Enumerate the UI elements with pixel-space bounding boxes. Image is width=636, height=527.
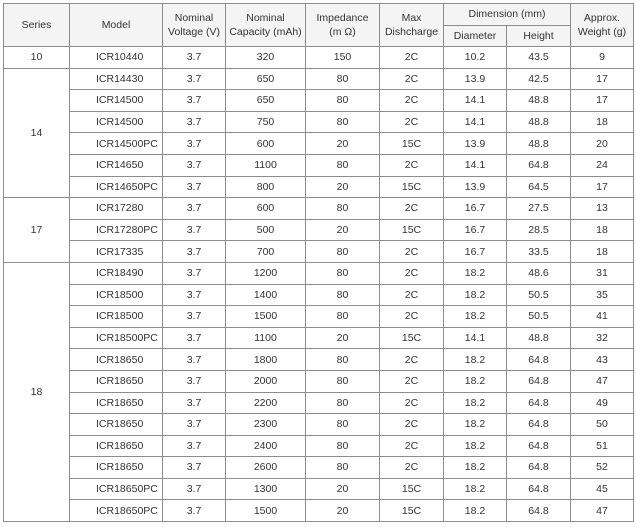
discharge-cell: 15C [380, 219, 444, 241]
model-cell: ICR14500 [70, 90, 163, 112]
impedance-cell: 80 [306, 370, 380, 392]
discharge-cell: 15C [380, 500, 444, 522]
discharge-cell: 2C [380, 198, 444, 220]
impedance-cell: 80 [306, 284, 380, 306]
discharge-cell: 2C [380, 306, 444, 328]
model-cell: ICR18500PC [70, 327, 163, 349]
header-model: Model [70, 4, 163, 47]
impedance-cell: 20 [306, 327, 380, 349]
voltage-cell: 3.7 [163, 478, 226, 500]
voltage-cell: 3.7 [163, 306, 226, 328]
weight-cell: 18 [571, 219, 634, 241]
capacity-cell: 1500 [226, 500, 306, 522]
table-row [4, 90, 634, 112]
header-series: Series [4, 4, 70, 47]
diameter-cell: 18.2 [444, 306, 507, 328]
voltage-cell: 3.7 [163, 284, 226, 306]
series-cell: 17 [4, 198, 70, 263]
weight-cell: 20 [571, 133, 634, 155]
impedance-cell: 150 [306, 47, 380, 69]
table-row [4, 241, 634, 263]
model-cell: ICR18650 [70, 392, 163, 414]
discharge-cell: 2C [380, 435, 444, 457]
impedance-cell: 80 [306, 198, 380, 220]
height-cell: 64.8 [507, 392, 571, 414]
weight-cell: 41 [571, 306, 634, 328]
discharge-cell: 2C [380, 47, 444, 69]
impedance-cell: 80 [306, 457, 380, 479]
model-cell: ICR18650PC [70, 478, 163, 500]
height-cell: 64.8 [507, 500, 571, 522]
voltage-cell: 3.7 [163, 176, 226, 198]
diameter-cell: 14.1 [444, 90, 507, 112]
voltage-cell: 3.7 [163, 370, 226, 392]
discharge-cell: 2C [380, 370, 444, 392]
impedance-cell: 80 [306, 241, 380, 263]
model-cell: ICR17280 [70, 198, 163, 220]
discharge-cell: 2C [380, 68, 444, 90]
diameter-cell: 13.9 [444, 133, 507, 155]
diameter-cell: 18.2 [444, 457, 507, 479]
height-cell: 50.5 [507, 284, 571, 306]
diameter-cell: 18.2 [444, 370, 507, 392]
capacity-cell: 1800 [226, 349, 306, 371]
height-cell: 48.8 [507, 90, 571, 112]
voltage-cell: 3.7 [163, 241, 226, 263]
table-row [4, 370, 634, 392]
capacity-cell: 650 [226, 68, 306, 90]
header-weight-line2: Weight (g) [577, 26, 627, 38]
weight-cell: 17 [571, 68, 634, 90]
header-capacity-line2: Capacity (mAh) [229, 26, 302, 38]
weight-cell: 47 [571, 500, 634, 522]
impedance-cell: 80 [306, 392, 380, 414]
diameter-cell: 16.7 [444, 241, 507, 263]
height-cell: 50.5 [507, 306, 571, 328]
diameter-cell: 18.2 [444, 435, 507, 457]
diameter-cell: 18.2 [444, 284, 507, 306]
table-row [4, 500, 634, 522]
table-row [4, 478, 634, 500]
voltage-cell: 3.7 [163, 90, 226, 112]
voltage-cell: 3.7 [163, 68, 226, 90]
header-weight [571, 4, 634, 47]
voltage-cell: 3.7 [163, 327, 226, 349]
table-row [4, 176, 634, 198]
table-row [4, 47, 634, 69]
capacity-cell: 600 [226, 133, 306, 155]
impedance-cell: 80 [306, 111, 380, 133]
voltage-cell: 3.7 [163, 414, 226, 436]
weight-cell: 51 [571, 435, 634, 457]
height-cell: 48.8 [507, 327, 571, 349]
impedance-cell: 80 [306, 68, 380, 90]
height-cell: 64.8 [507, 478, 571, 500]
capacity-cell: 320 [226, 47, 306, 69]
discharge-cell: 2C [380, 154, 444, 176]
model-cell: ICR14430 [70, 68, 163, 90]
capacity-cell: 1400 [226, 284, 306, 306]
voltage-cell: 3.7 [163, 154, 226, 176]
table-row [4, 349, 634, 371]
model-cell: ICR18650 [70, 435, 163, 457]
table-row [4, 198, 634, 220]
model-cell: ICR17335 [70, 241, 163, 263]
discharge-cell: 2C [380, 392, 444, 414]
discharge-cell: 2C [380, 262, 444, 284]
impedance-cell: 80 [306, 414, 380, 436]
capacity-cell: 600 [226, 198, 306, 220]
height-cell: 64.8 [507, 457, 571, 479]
diameter-cell: 14.1 [444, 111, 507, 133]
voltage-cell: 3.7 [163, 262, 226, 284]
model-cell: ICR18650 [70, 414, 163, 436]
height-cell: 43.5 [507, 47, 571, 69]
table-header [4, 4, 634, 47]
table-row [4, 327, 634, 349]
header-dimension: Dimension (mm) [444, 4, 571, 26]
discharge-cell: 2C [380, 349, 444, 371]
weight-cell: 43 [571, 349, 634, 371]
impedance-cell: 80 [306, 154, 380, 176]
weight-cell: 52 [571, 457, 634, 479]
discharge-cell: 2C [380, 90, 444, 112]
voltage-cell: 3.7 [163, 133, 226, 155]
height-cell: 27.5 [507, 198, 571, 220]
table-row [4, 154, 634, 176]
impedance-cell: 20 [306, 219, 380, 241]
header-discharge-line2: Dishcharge [384, 26, 439, 38]
model-cell: ICR10440 [70, 47, 163, 69]
header-voltage-line1: Nominal [174, 11, 214, 24]
capacity-cell: 2000 [226, 370, 306, 392]
header-weight-line1: Approx. [583, 11, 621, 24]
header-discharge-line1: Max [401, 11, 422, 24]
voltage-cell: 3.7 [163, 111, 226, 133]
header-capacity [226, 4, 306, 47]
model-cell: ICR18650PC [70, 500, 163, 522]
impedance-cell: 20 [306, 176, 380, 198]
discharge-cell: 15C [380, 327, 444, 349]
model-cell: ICR17280PC [70, 219, 163, 241]
header-voltage [163, 4, 226, 47]
header-height: Height [507, 26, 571, 47]
weight-cell: 49 [571, 392, 634, 414]
diameter-cell: 13.9 [444, 176, 507, 198]
discharge-cell: 15C [380, 133, 444, 155]
series-cell: 10 [4, 47, 70, 69]
discharge-cell: 2C [380, 284, 444, 306]
model-cell: ICR18650 [70, 370, 163, 392]
model-cell: ICR14500PC [70, 133, 163, 155]
capacity-cell: 2200 [226, 392, 306, 414]
height-cell: 42.5 [507, 68, 571, 90]
table-row [4, 219, 634, 241]
height-cell: 64.8 [507, 154, 571, 176]
capacity-cell: 1300 [226, 478, 306, 500]
impedance-cell: 80 [306, 435, 380, 457]
voltage-cell: 3.7 [163, 457, 226, 479]
model-cell: ICR14650 [70, 154, 163, 176]
height-cell: 64.8 [507, 349, 571, 371]
diameter-cell: 18.2 [444, 478, 507, 500]
model-cell: ICR18500 [70, 284, 163, 306]
height-cell: 64.8 [507, 414, 571, 436]
diameter-cell: 10.2 [444, 47, 507, 69]
capacity-cell: 1500 [226, 306, 306, 328]
diameter-cell: 18.2 [444, 262, 507, 284]
diameter-cell: 18.2 [444, 414, 507, 436]
diameter-cell: 14.1 [444, 327, 507, 349]
header-capacity-line1: Nominal [246, 11, 285, 24]
weight-cell: 31 [571, 262, 634, 284]
voltage-cell: 3.7 [163, 500, 226, 522]
voltage-cell: 3.7 [163, 219, 226, 241]
weight-cell: 9 [571, 47, 634, 69]
table-row [4, 457, 634, 479]
discharge-cell: 2C [380, 111, 444, 133]
height-cell: 48.6 [507, 262, 571, 284]
table-row [4, 392, 634, 414]
discharge-cell: 2C [380, 457, 444, 479]
impedance-cell: 80 [306, 349, 380, 371]
weight-cell: 18 [571, 241, 634, 263]
diameter-cell: 18.2 [444, 392, 507, 414]
diameter-cell: 16.7 [444, 219, 507, 241]
table-body [4, 47, 634, 522]
weight-cell: 17 [571, 90, 634, 112]
capacity-cell: 1100 [226, 154, 306, 176]
impedance-cell: 80 [306, 90, 380, 112]
discharge-cell: 15C [380, 478, 444, 500]
voltage-cell: 3.7 [163, 392, 226, 414]
table-row [4, 133, 634, 155]
weight-cell: 35 [571, 284, 634, 306]
voltage-cell: 3.7 [163, 198, 226, 220]
height-cell: 48.8 [507, 111, 571, 133]
height-cell: 64.8 [507, 370, 571, 392]
height-cell: 64.8 [507, 435, 571, 457]
discharge-cell: 2C [380, 241, 444, 263]
model-cell: ICR18650 [70, 349, 163, 371]
diameter-cell: 13.9 [444, 68, 507, 90]
impedance-cell: 80 [306, 306, 380, 328]
table-row [4, 414, 634, 436]
weight-cell: 32 [571, 327, 634, 349]
impedance-cell: 20 [306, 478, 380, 500]
weight-cell: 47 [571, 370, 634, 392]
diameter-cell: 18.2 [444, 500, 507, 522]
table-row [4, 284, 634, 306]
discharge-cell: 15C [380, 176, 444, 198]
header-diameter: Diameter [444, 26, 507, 47]
diameter-cell: 18.2 [444, 349, 507, 371]
weight-cell: 24 [571, 154, 634, 176]
impedance-cell: 20 [306, 133, 380, 155]
table-row [4, 68, 634, 90]
table-row [4, 435, 634, 457]
capacity-cell: 2400 [226, 435, 306, 457]
height-cell: 28.5 [507, 219, 571, 241]
impedance-cell: 20 [306, 500, 380, 522]
diameter-cell: 14.1 [444, 154, 507, 176]
capacity-cell: 750 [226, 111, 306, 133]
model-cell: ICR18500 [70, 306, 163, 328]
battery-spec-table [3, 3, 634, 522]
voltage-cell: 3.7 [163, 349, 226, 371]
table-row [4, 262, 634, 284]
capacity-cell: 1200 [226, 262, 306, 284]
table-row [4, 306, 634, 328]
discharge-cell: 2C [380, 414, 444, 436]
weight-cell: 18 [571, 111, 634, 133]
weight-cell: 17 [571, 176, 634, 198]
capacity-cell: 500 [226, 219, 306, 241]
weight-cell: 45 [571, 478, 634, 500]
series-cell: 18 [4, 262, 70, 521]
height-cell: 48.8 [507, 133, 571, 155]
diameter-cell: 16.7 [444, 198, 507, 220]
header-impedance [306, 4, 380, 47]
capacity-cell: 650 [226, 90, 306, 112]
series-cell: 14 [4, 68, 70, 198]
table-row [4, 111, 634, 133]
capacity-cell: 800 [226, 176, 306, 198]
capacity-cell: 2600 [226, 457, 306, 479]
capacity-cell: 700 [226, 241, 306, 263]
weight-cell: 50 [571, 414, 634, 436]
capacity-cell: 2300 [226, 414, 306, 436]
model-cell: ICR14650PC [70, 176, 163, 198]
capacity-cell: 1100 [226, 327, 306, 349]
voltage-cell: 3.7 [163, 47, 226, 69]
model-cell: ICR18490 [70, 262, 163, 284]
voltage-cell: 3.7 [163, 435, 226, 457]
header-voltage-line2: Voltage (V) [168, 26, 220, 38]
height-cell: 33.5 [507, 241, 571, 263]
weight-cell: 13 [571, 198, 634, 220]
header-impedance-line2: (m Ω) [329, 26, 356, 38]
header-discharge [380, 4, 444, 47]
header-impedance-line1: Impedance [316, 11, 369, 24]
height-cell: 64.5 [507, 176, 571, 198]
impedance-cell: 80 [306, 262, 380, 284]
model-cell: ICR18650 [70, 457, 163, 479]
model-cell: ICR14500 [70, 111, 163, 133]
